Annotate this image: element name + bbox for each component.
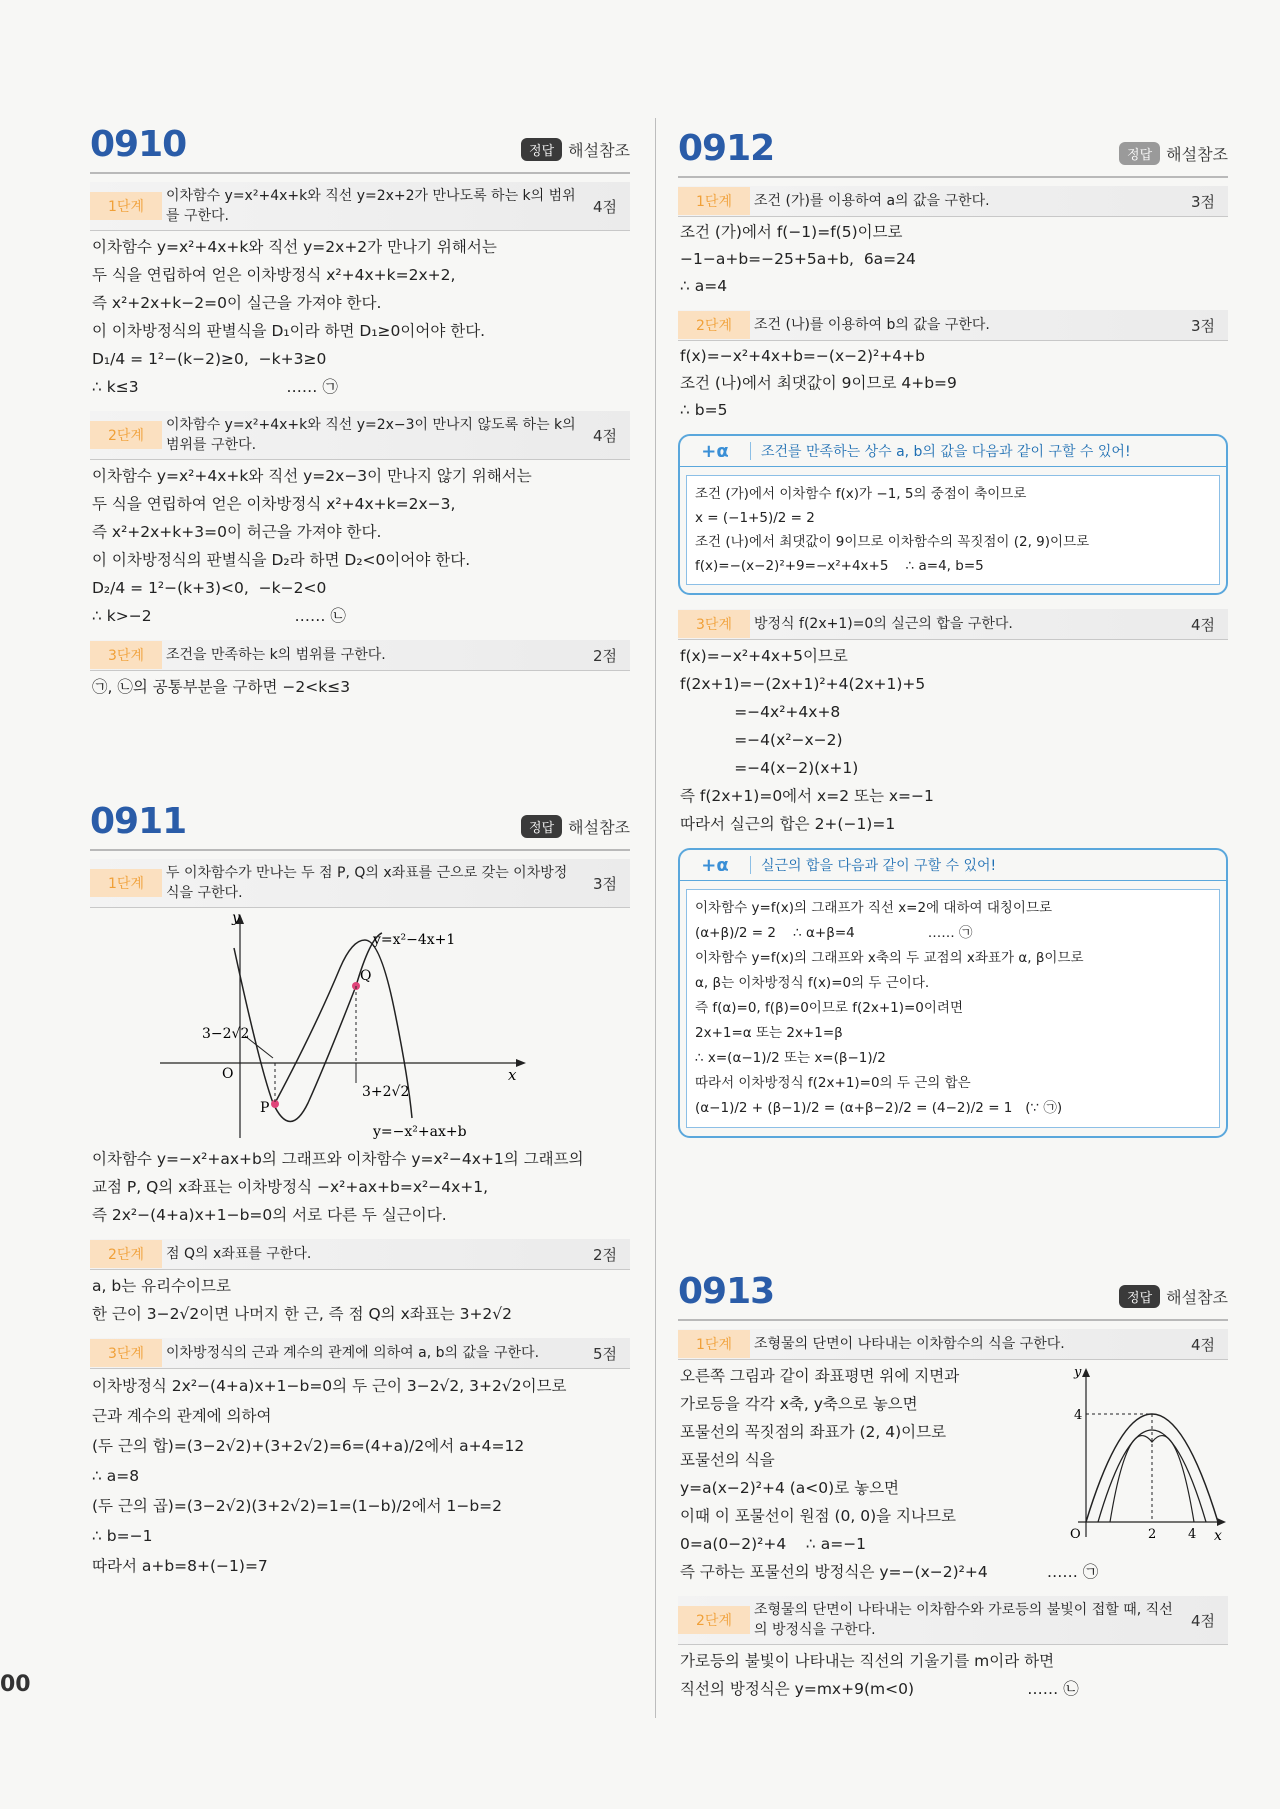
problem-number: 0912: [678, 128, 775, 169]
tip-title: 조건를 만족하는 상수 a, b의 값을 다음과 같이 구할 수 있어!: [761, 444, 1131, 460]
solution-line: 이차함수 y=x²+4x+k와 직선 y=2x−3이 만나지 않기 위해서는: [92, 467, 532, 485]
inner-arc: [1110, 1436, 1194, 1522]
tip-content: [686, 475, 1220, 585]
solution-line: 가로등을 각각 x축, y축으로 놓으면: [680, 1395, 918, 1413]
x-tick-4: 4: [1188, 1527, 1197, 1542]
step-title: 조건을 만족하는 k의 범위를 구한다.: [166, 647, 386, 663]
solution-text: [678, 341, 1228, 426]
solution-line: 포물선의 꼭짓점의 좌표가 (2, 4)이므로: [680, 1423, 947, 1441]
solution-line: ∴ a=4: [680, 277, 728, 295]
answer-badge: 정답: [521, 815, 562, 838]
step-2: [678, 1596, 1228, 1645]
tip-line: f(x)=−(x−2)²+9=−x²+4x+5 ∴ a=4, b=5: [695, 558, 984, 574]
answer-text: 해설참조: [1166, 1288, 1228, 1307]
step-points: 2점: [592, 646, 618, 665]
problem-0913: [678, 1265, 1228, 1705]
intersection-graph: [90, 908, 630, 1143]
solution-text: [90, 460, 630, 632]
step-tag: 1단계: [90, 869, 162, 897]
tip-line: 조건 (나)에서 최댓값이 9이므로 이차함수의 꼭짓점이 (2, 9)이므로: [695, 534, 1090, 550]
origin-label: O: [1070, 1527, 1081, 1542]
problem-header: [678, 1265, 1228, 1321]
solution-line: ∴ k>−2 …… ㉡: [92, 607, 346, 625]
answer-badge: 정답: [521, 138, 562, 161]
page-number: 00: [0, 1672, 31, 1697]
solution-line: 즉 f(2x+1)=0에서 x=2 또는 x=−1: [680, 787, 934, 805]
x-axis-arrow: [1217, 1518, 1226, 1526]
x-tick-2: 2: [1148, 1527, 1157, 1542]
solution-text: [678, 640, 1228, 840]
problem-0912: [678, 122, 1228, 1138]
step-1: [90, 182, 630, 231]
solution-line: 즉 x²+2x+k+3=0이 허근을 가져야 한다.: [92, 523, 382, 541]
solution-line: 조건 (나)에서 최댓값이 9이므로 4+b=9: [680, 374, 957, 392]
solution-line: y=a(x−2)²+4 (a<0)로 놓으면: [680, 1479, 900, 1497]
solution-line: ㉠, ㉡의 공통부분을 구하면 −2<k≤3: [92, 678, 351, 696]
solution-line: (두 근의 합)=(3−2√2)+(3+2√2)=6=(4+a)/2에서 a+4=12: [92, 1437, 525, 1455]
step-1: [678, 186, 1228, 217]
x-label: x: [508, 1066, 517, 1084]
origin-label: O: [222, 1066, 234, 1082]
problem-number: 0911: [90, 801, 187, 842]
problem-header: [90, 795, 630, 851]
x-axis-arrow: [516, 1059, 526, 1067]
problem-header: [678, 122, 1228, 178]
plus-alpha-icon: +α: [701, 440, 729, 462]
tip-separator: [750, 856, 751, 874]
solution-line: f(x)=−x²+4x+b=−(x−2)²+4+b: [680, 347, 925, 365]
answer-text: 해설참조: [568, 818, 630, 837]
solution-line: 이때 이 포물선이 원점 (0, 0)을 지나므로: [680, 1507, 956, 1525]
answer-badge: 정답: [1119, 142, 1160, 165]
answer-ref: [1119, 1285, 1228, 1308]
answer-ref: [1119, 142, 1228, 165]
step-title: 이차함수 y=x²+4x+k와 직선 y=2x+2가 만나도록 하는 k의 범위를 구한다.: [166, 188, 576, 224]
tip-line: 조건 (가)에서 이차함수 f(x)가 −1, 5의 중점이 축이므로: [695, 486, 1027, 502]
step-2: [90, 1239, 630, 1270]
solution-line: 0=a(0−2)²+4 ∴ a=−1: [680, 1535, 867, 1553]
solution-line: 오른쪽 그림과 같이 좌표평면 위에 지면과: [680, 1367, 960, 1385]
sculpture-graph: [1048, 1362, 1228, 1542]
step-points: 4점: [592, 197, 618, 216]
solution-line: (두 근의 곱)=(3−2√2)(3+2√2)=1=(1−b)/2에서 1−b=2: [92, 1497, 503, 1515]
solution-line: =−4(x²−x−2): [680, 731, 843, 749]
tip-line: (α−1)/2 + (β−1)/2 = (α+β−2)/2 = (4−2)/2 = 1 (∵ ㉠): [695, 1100, 1063, 1116]
solution-line: 따라서 실근의 합은 2+(−1)=1: [680, 815, 896, 833]
solution-line: =−4(x−2)(x+1): [680, 759, 859, 777]
root2-label: 3+2√2: [362, 1084, 410, 1100]
solution-text: [90, 671, 630, 703]
step-tag: 1단계: [678, 187, 750, 215]
answer-ref: [521, 138, 630, 161]
solution-text: [90, 1270, 630, 1330]
solution-line: 두 식을 연립하여 얻은 이차방정식 x²+4x+k=2x−3,: [92, 495, 456, 513]
step1-content: [678, 1360, 1228, 1588]
solution-line: 이차방정식 2x²−(4+a)x+1−b=0의 두 근이 3−2√2, 3+2√2이므로: [92, 1377, 567, 1395]
step-title: 이차함수 y=x²+4x+k와 직선 y=2x−3이 만나지 않도록 하는 k의 범위를 구한다.: [166, 417, 576, 453]
step-tag: 3단계: [678, 610, 750, 638]
answer-ref: [521, 815, 630, 838]
solution-line: 포물선의 식을: [680, 1451, 775, 1469]
solution-line: ∴ b=5: [680, 401, 728, 419]
curve1-label: y=x²−4x+1: [373, 932, 456, 948]
solution-text: [90, 1369, 630, 1583]
solution-line: 즉 구하는 포물선의 방정식은 y=−(x−2)²+4 …… ㉠: [680, 1563, 1099, 1581]
solution-line: 즉 x²+2x+k−2=0이 실근을 가져야 한다.: [92, 294, 382, 312]
solution-line: =−4x²+4x+8: [680, 703, 841, 721]
problem-number: 0910: [90, 124, 187, 165]
problem-number: 0913: [678, 1271, 775, 1312]
solution-line: ∴ k≤3 …… ㉠: [92, 378, 338, 396]
tip-separator: [750, 442, 751, 460]
answer-text: 해설참조: [1166, 145, 1228, 164]
solution-text: [678, 217, 1228, 302]
solution-line: D₁/4 = 1²−(k−2)≥0, −k+3≥0: [92, 350, 327, 368]
plus-alpha-icon: +α: [701, 854, 729, 876]
step-points: 3점: [1190, 316, 1216, 335]
step-tag: 2단계: [678, 311, 750, 339]
y-axis-arrow: [1082, 1368, 1090, 1377]
curve-upward-parabola: [234, 933, 382, 1122]
y-label: y: [232, 910, 240, 926]
solution-line: 교점 P, Q의 x좌표는 이차방정식 −x²+ax+b=x²−4x+1,: [92, 1178, 489, 1196]
solution-text: [90, 231, 630, 403]
tip-line: 이차함수 y=f(x)의 그래프가 직선 x=2에 대하여 대칭이므로: [695, 900, 1053, 916]
solution-line: 직선의 방정식은 y=mx+9(m<0) …… ㉡: [680, 1680, 1079, 1698]
step-2: [678, 310, 1228, 341]
tip-line: ∴ x=(α−1)/2 또는 x=(β−1)/2: [695, 1050, 886, 1066]
solution-line: 이 이차방정식의 판별식을 D₁이라 하면 D₁≥0이어야 한다.: [92, 322, 486, 340]
tip-line: 이차함수 y=f(x)의 그래프와 x축의 두 교점의 x좌표가 α, β이므로: [695, 950, 1084, 966]
solution-line: 조건 (가)에서 f(−1)=f(5)이므로: [680, 223, 903, 241]
solution-line: 이차함수 y=−x²+ax+b의 그래프와 이차함수 y=x²−4x+1의 그래프의: [92, 1150, 584, 1168]
tip-title: 실근의 합을 다음과 같이 구할 수 있어!: [761, 858, 997, 874]
y-tick-4: 4: [1074, 1408, 1083, 1423]
step-title: 조형물의 단면이 나타내는 이차함수와 가로등의 불빛이 접할 때, 직선의 방정식을 구한다.: [754, 1602, 1173, 1638]
answer-badge: 정답: [1119, 1285, 1160, 1308]
step-title: 방정식 f(2x+1)=0의 실근의 합을 구한다.: [754, 616, 1013, 632]
solution-line: 한 근이 3−2√2이면 나머지 한 근, 즉 점 Q의 x좌표는 3+2√2: [92, 1305, 513, 1323]
solution-line: f(x)=−x²+4x+5이므로: [680, 647, 848, 665]
y-label: y: [1074, 1365, 1082, 1380]
tip-line: x = (−1+5)/2 = 2: [695, 510, 815, 526]
step-points: 3점: [592, 874, 618, 893]
x-label: x: [1214, 1528, 1222, 1542]
tip-box: [678, 848, 1228, 1138]
solution-line: f(2x+1)=−(2x+1)²+4(2x+1)+5: [680, 675, 926, 693]
step-points: 4점: [1190, 615, 1216, 634]
step-points: 4점: [1190, 1335, 1216, 1354]
step-points: 4점: [592, 426, 618, 445]
answer-text: 해설참조: [568, 141, 630, 160]
step-title: 조형물의 단면이 나타내는 이차함수의 식을 구한다.: [754, 1336, 1065, 1352]
tip-line: (α+β)/2 = 2 ∴ α+β=4 …… ㉠: [695, 925, 973, 941]
step-points: 2점: [592, 1245, 618, 1264]
solution-text: [678, 1645, 1228, 1705]
solution-line: ∴ b=−1: [92, 1527, 153, 1545]
tip-header: [680, 850, 1226, 881]
solution-line: 이 이차방정식의 판별식을 D₂라 하면 D₂<0이어야 한다.: [92, 551, 471, 569]
step-tag: 2단계: [90, 1240, 162, 1268]
solution-line: 이차함수 y=x²+4x+k와 직선 y=2x+2가 만나기 위해서는: [92, 238, 497, 256]
root1-label: 3−2√2: [202, 1026, 250, 1042]
curve2-label: y=−x²+ax+b: [373, 1124, 467, 1140]
solution-line: 근과 계수의 관계에 의하여: [92, 1407, 272, 1425]
tip-header: [680, 436, 1226, 467]
step-tag: 2단계: [678, 1606, 750, 1634]
step-points: 4점: [1190, 1611, 1216, 1630]
column-divider: [655, 118, 656, 1718]
step-3: [90, 640, 630, 671]
step-points: 5점: [592, 1344, 618, 1363]
problem-0910: [90, 118, 630, 703]
solution-line: a, b는 유리수이므로: [92, 1277, 231, 1295]
solution-line: 즉 2x²−(4+a)x+1−b=0의 서로 다른 두 실근이다.: [92, 1206, 447, 1224]
solution-line: 가로등의 불빛이 나타내는 직선의 기울기를 m이라 하면: [680, 1652, 1055, 1670]
tip-content: [686, 889, 1220, 1128]
solution-line: 따라서 a+b=8+(−1)=7: [92, 1557, 268, 1575]
solution-line: −1−a+b=−25+5a+b, 6a=24: [680, 250, 916, 268]
solution-line: D₂/4 = 1²−(k+3)<0, −k−2<0: [92, 579, 327, 597]
step-2: [90, 411, 630, 460]
step-title: 점 Q의 x좌표를 구한다.: [166, 1246, 312, 1262]
solution-line: ∴ a=8: [92, 1467, 140, 1485]
step-tag: 1단계: [90, 192, 162, 220]
step-tag: 2단계: [90, 421, 162, 449]
problem-0911: [90, 795, 630, 1583]
step-1: [90, 859, 630, 908]
tip-line: 즉 f(α)=0, f(β)=0이므로 f(2x+1)=0이려면: [695, 1000, 964, 1016]
step-title: 이차방정식의 근과 계수의 관계에 의하여 a, b의 값을 구한다.: [166, 1345, 540, 1361]
step-tag: 3단계: [90, 641, 162, 669]
tip-line: 따라서 이차방정식 f(2x+1)=0의 두 근의 합은: [695, 1075, 971, 1091]
step-points: 3점: [1190, 192, 1216, 211]
problem-header: [90, 118, 630, 174]
step-3: [678, 609, 1228, 640]
step-1: [678, 1329, 1228, 1360]
step-title: 조건 (나)를 이용하여 b의 값을 구한다.: [754, 317, 990, 333]
tip-line: 2x+1=α 또는 2x+1=β: [695, 1025, 843, 1041]
tip-line: α, β는 이차방정식 f(x)=0의 두 근이다.: [695, 975, 930, 991]
step-title: 조건 (가)를 이용하여 a의 값을 구한다.: [754, 193, 990, 209]
q-label: Q: [360, 968, 372, 984]
solution-line: 두 식을 연립하여 얻은 이차방정식 x²+4x+k=2x+2,: [92, 266, 456, 284]
step-3: [90, 1338, 630, 1369]
p-label: P: [260, 1100, 270, 1116]
step-tag: 3단계: [90, 1339, 162, 1367]
tip-box: [678, 434, 1228, 595]
step-title: 두 이차함수가 만나는 두 점 P, Q의 x좌표를 근으로 갖는 이차방정식을 구한다.: [166, 865, 568, 901]
step-tag: 1단계: [678, 1330, 750, 1358]
solution-text: [90, 1143, 630, 1231]
